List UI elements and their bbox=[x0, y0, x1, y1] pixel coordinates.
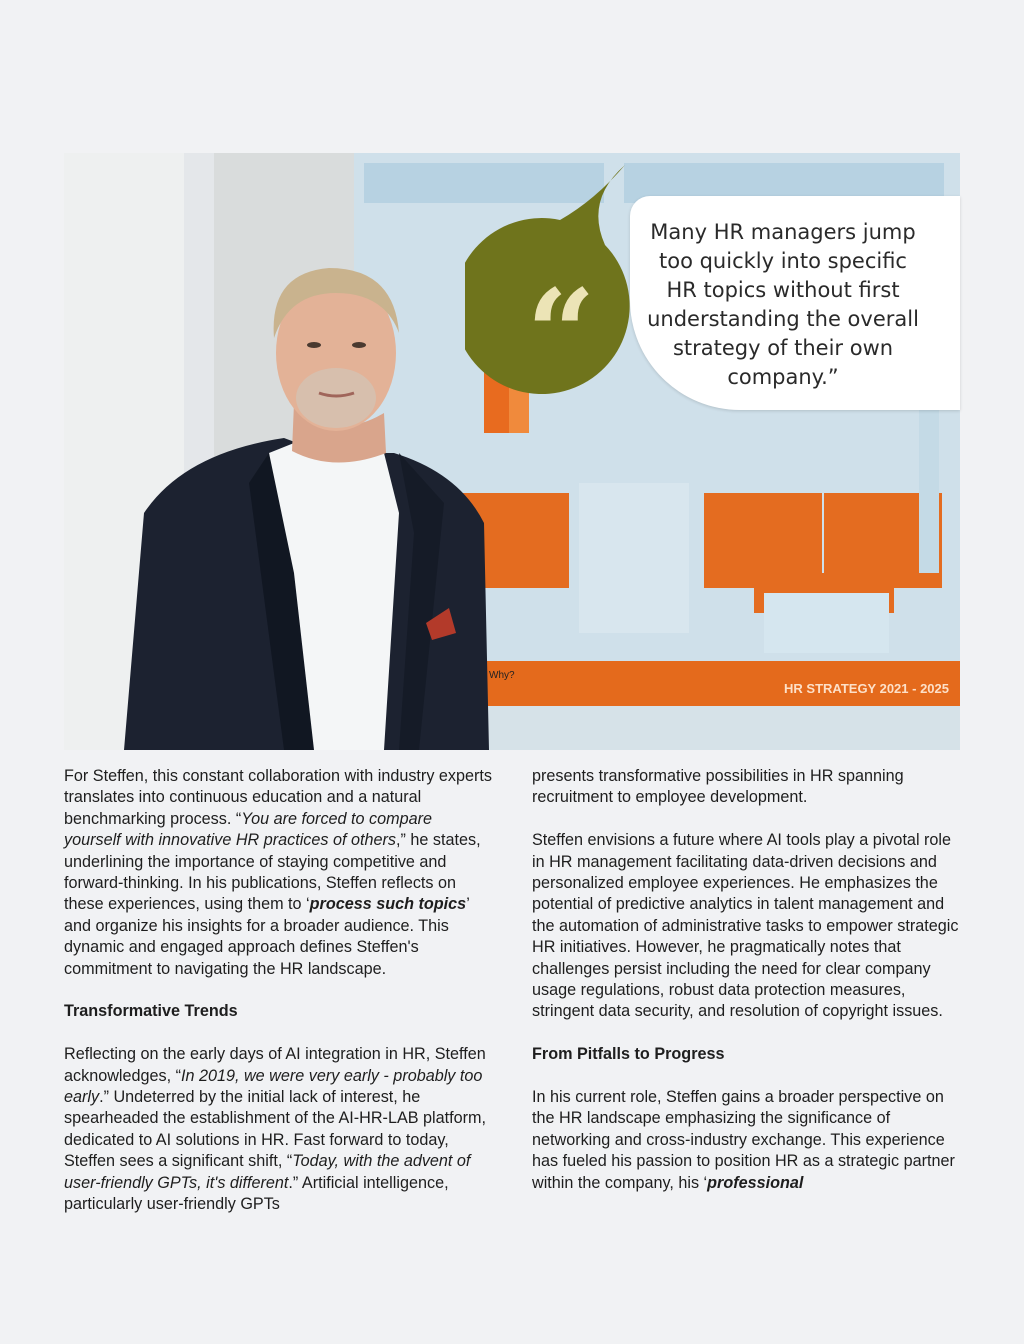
quote-run: You are forced to compare yourself with innovative HR practices of others bbox=[64, 809, 433, 850]
quote-mark-icon bbox=[465, 160, 665, 400]
svg-text:“: “ bbox=[526, 263, 596, 400]
quote-run: Today, with the advent of user-friendly GPTs, it's different bbox=[64, 1152, 471, 1192]
text-run: For Steffen, this constant collaboration with industry experts translates into continuous education and a natural benchmarking process. “ bbox=[64, 767, 492, 828]
poster-banner: HR STRATEGY 2021 - 2025 bbox=[784, 681, 949, 696]
paragraph: presents transformative possibilities in HR spanning recruitment to employee development. bbox=[532, 767, 904, 807]
paragraph bbox=[64, 766, 492, 980]
left-column bbox=[64, 766, 492, 1237]
paragraph bbox=[64, 1044, 492, 1215]
text-run: In his current role, Steffen gains a broader perspective on the HR landscape emphasizing the significance of networking and cross-industry exchange. This experience has fueled his passion to position HR as a strategic partner within the company, his ‘ bbox=[532, 1088, 955, 1192]
text-run: .” Artificial intelligence, particularly user-friendly GPTs bbox=[64, 1173, 449, 1214]
paragraph bbox=[532, 1087, 960, 1194]
text-run: Reflecting on the early days of AI integration in HR, Steffen acknowledges, “ bbox=[64, 1045, 486, 1085]
article-body bbox=[64, 766, 960, 1237]
text-run: ,” he states, underlining the importance of staying competitive and forward-thinking. In his publications, Steffen reflects on these experiences, using them to ‘ bbox=[64, 831, 481, 914]
text-run: .” Undeterred by the initial lack of interest, he spearheaded the establishment of the AI-HR-LAB platform, dedicated to AI solutions in HR. Fast forward to today, Steffen sees a significant shift, “ bbox=[64, 1088, 487, 1171]
text-run: ’ and organize his insights for a broader audience. This dynamic and engaged approach defines Steffen's commitment to navigating the HR landscape. bbox=[64, 895, 470, 978]
poster-tag: Why? bbox=[489, 670, 515, 681]
emphasis-run: professional bbox=[707, 1173, 804, 1192]
quote-run: In 2019, we were very early - probably too early bbox=[64, 1066, 483, 1107]
section-heading: Transformative Trends bbox=[64, 1002, 238, 1021]
emphasis-run: process such topics bbox=[309, 895, 467, 914]
pull-quote-text: Many HR managers jump too quickly into specific HR topics without first understanding the overall strategy of their own company.” bbox=[647, 220, 919, 389]
section-heading: From Pitfalls to Progress bbox=[532, 1045, 725, 1064]
right-column bbox=[532, 766, 960, 1237]
paragraph: Steffen envisions a future where AI tools play a pivotal role in HR management facilitating data-driven decisions and personalized employee experiences. He emphasizes the potential of predictive analytics in talent management and the automation of administrative tasks to empower strategic HR initiatives. However, he pragmatically notes that challenges persist including the need for clear company usage regulations, robust data protection measures, stringent data security, and resolution of copyright issues. bbox=[532, 831, 959, 1021]
